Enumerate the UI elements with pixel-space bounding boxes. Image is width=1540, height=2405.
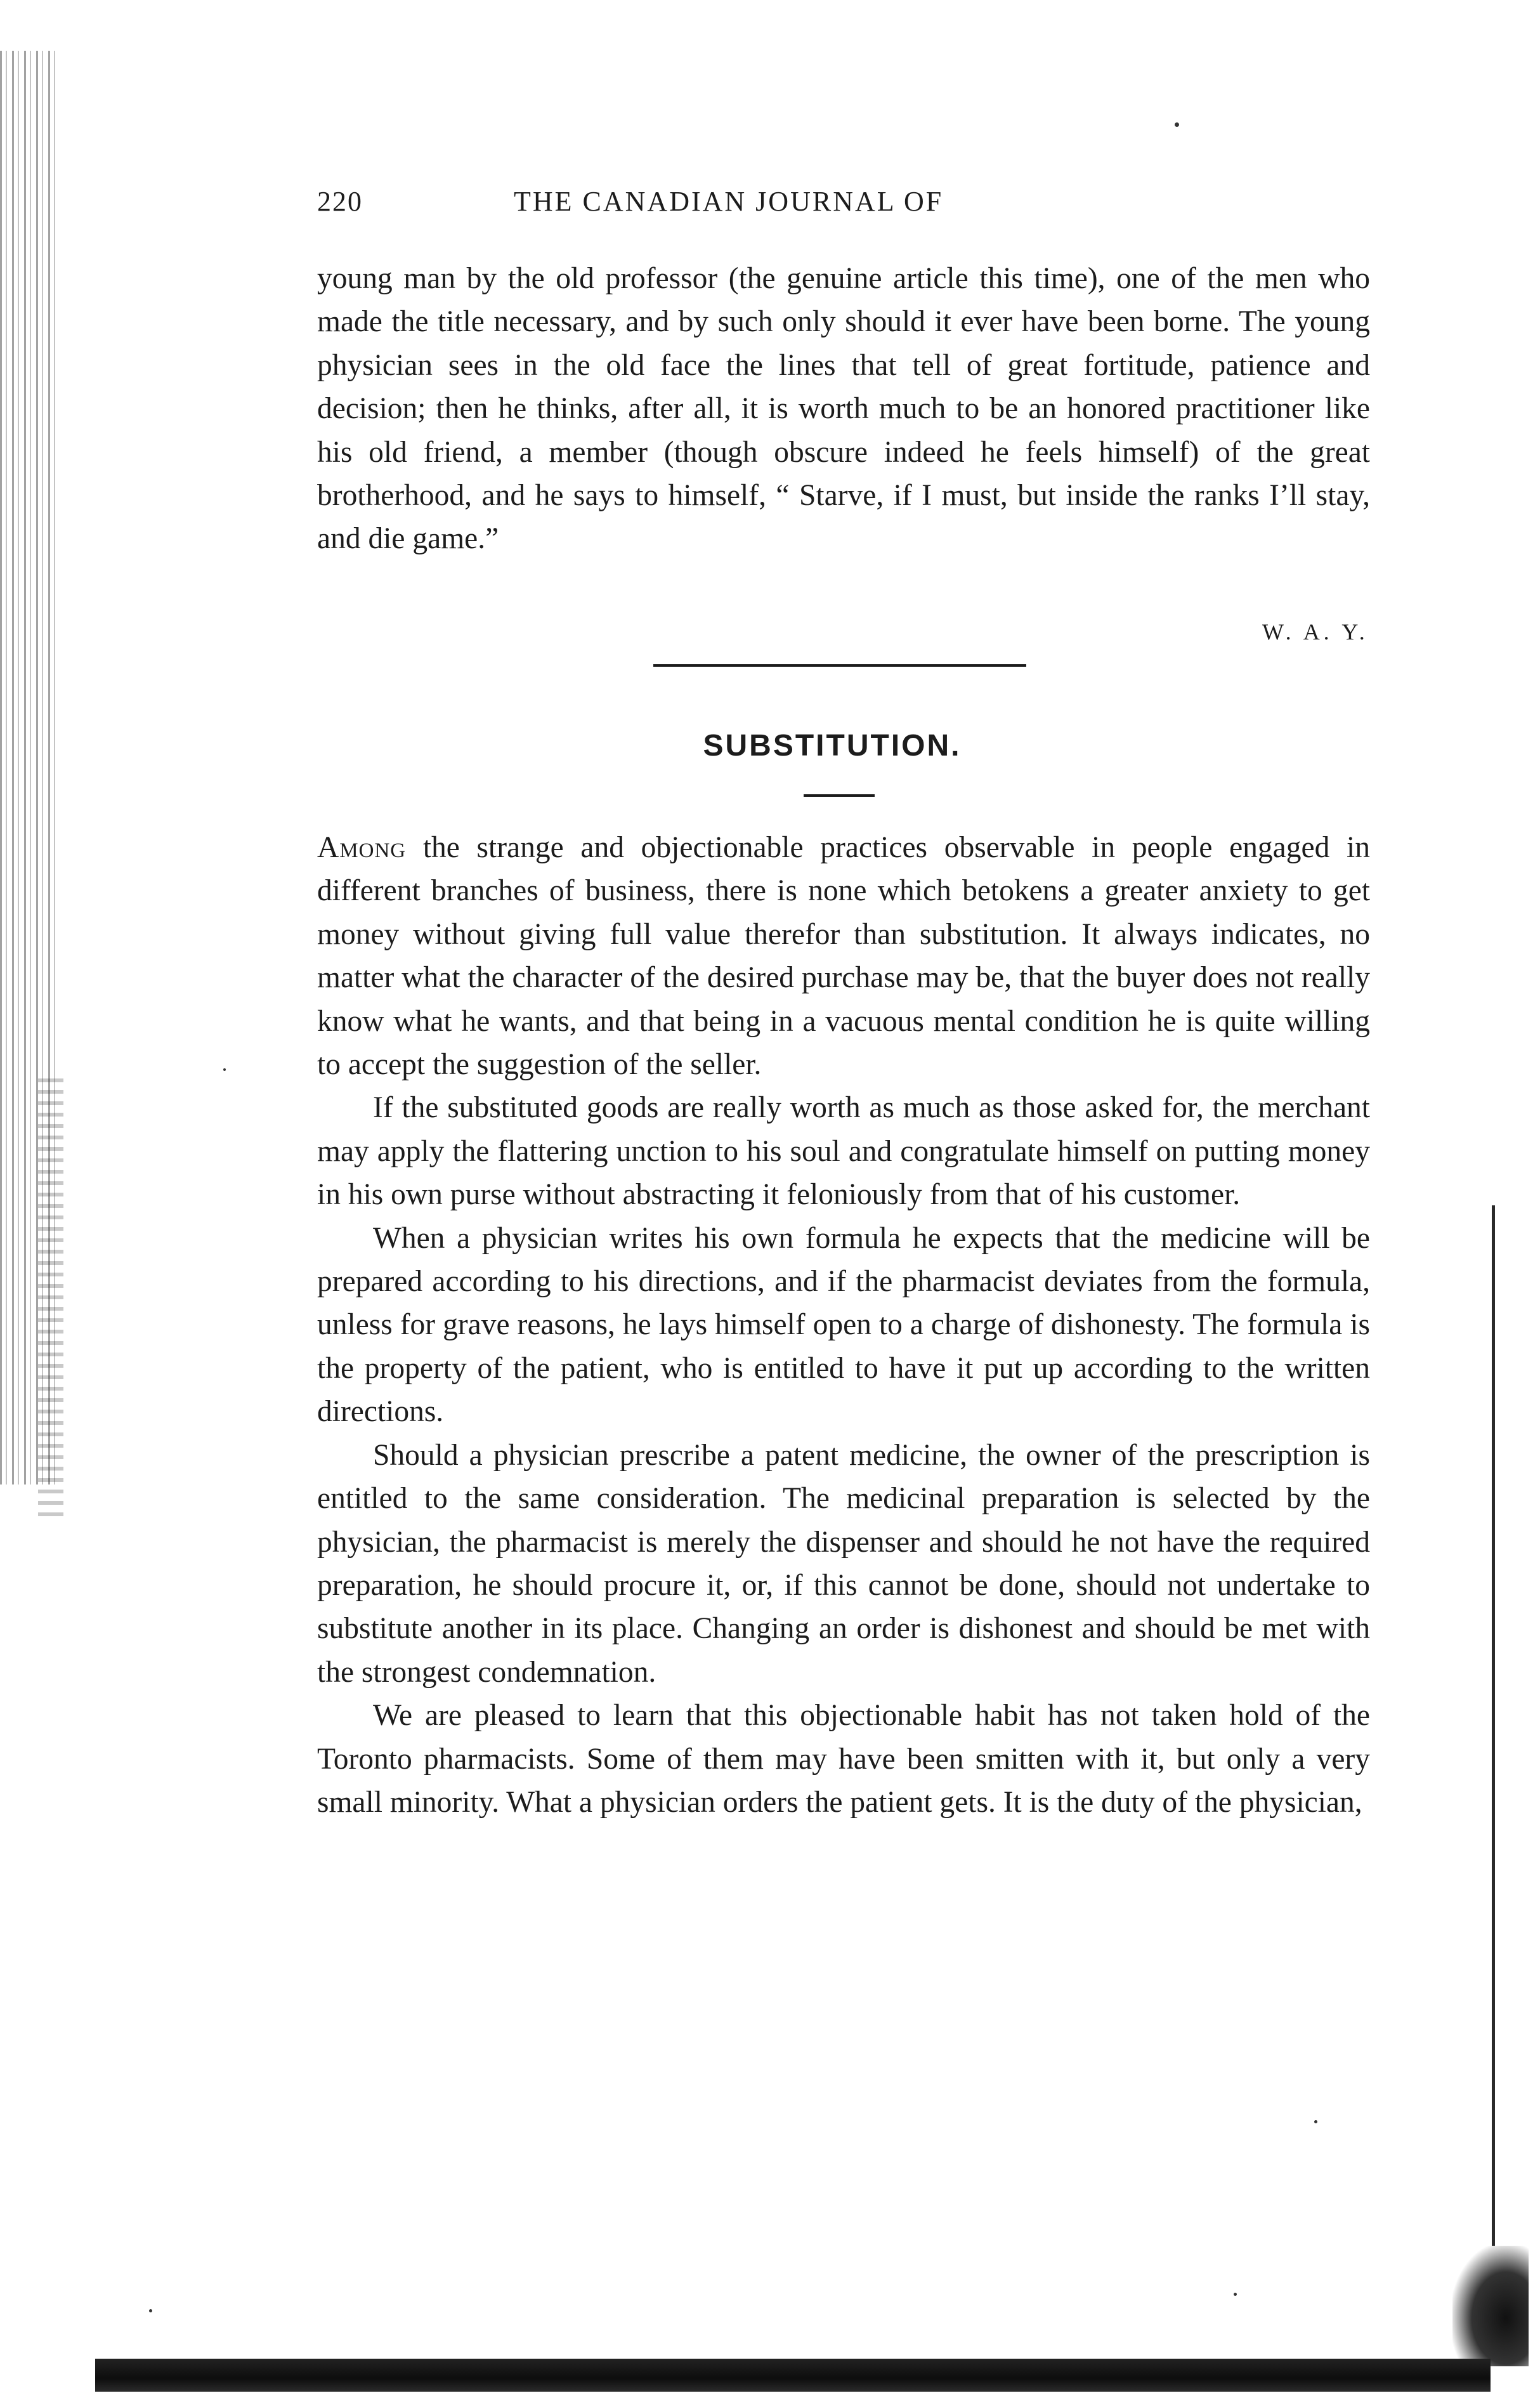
right-scan-edge xyxy=(1492,1205,1495,2246)
bottom-scan-bar xyxy=(95,2359,1491,2392)
page-number: 220 xyxy=(317,186,363,217)
article-paragraph: We are pleased to learn that this objectionable habit has not taken hold of the Toronto pharmacists. Some of them may have been smitten with it, but only a very small minority. What a physician orders the patient gets. It is the duty of the physician, xyxy=(317,1699,1370,1819)
intro-paragraph: young man by the old professor (the genuine article this time), one of the men who made the title necessary, and by such only should it ever have been borne. The young physician sees in the old face the lines that tell of great fortitude, patience and decision; then he thinks, after all, it is worth much to be an honored practitioner like his old friend, a member (though obscure indeed he feels himself) of the great brotherhood, and he says to himself, “ Starve, if I must, but inside the ranks I’ll stay, and die game.” xyxy=(317,262,1370,556)
lead-word: Among xyxy=(317,831,407,864)
stray-speck xyxy=(1175,122,1179,127)
author-signature: W. A. Y. xyxy=(1262,619,1369,645)
stray-speck xyxy=(1234,2293,1237,2296)
stray-speck xyxy=(149,2309,152,2312)
article-paragraph xyxy=(317,826,1370,1086)
page-header xyxy=(317,185,1389,223)
intro-text xyxy=(317,257,1370,561)
binding-edge-fade-artifact xyxy=(38,1078,63,1523)
article-paragraph: If the substituted goods are really worth as much as those asked for, the merchant may apply the flattering unction to his soul and congratulate himself on putting money in his own purse without abstracting it feloniously from that of his customer. xyxy=(317,1091,1370,1212)
stray-speck xyxy=(1314,2120,1317,2123)
article-paragraph: When a physician writes his own formula he expects that the medicine will be prepared according to his directions, and if the pharmacist deviates from the formula, unless for grave reasons, he lays himself open to a charge of dishonesty. The formula is the property of the patient, who is entitled to have it put up according to the written directions. xyxy=(317,1221,1370,1429)
section-divider-rule xyxy=(653,664,1026,667)
section-title-text: SUBSTITUTION. xyxy=(703,729,962,763)
running-head: THE CANADIAN JOURNAL OF xyxy=(514,186,944,217)
article-body xyxy=(317,826,1370,1824)
right-corner-smudge xyxy=(1452,2246,1529,2366)
title-underline-rule xyxy=(804,794,875,797)
article-paragraph: Should a physician prescribe a patent medicine, the owner of the prescription is entitled to the same consideration. The medicinal preparation is selected by the physician, the pharmacist is merely the dispenser and should he not have the required preparation, he should procure it, or, if this cannot be done, should not undertake to substitute another in its place. Changing an order is dishonest and should be met with the strongest condemnation. xyxy=(317,1438,1370,1689)
article-paragraph-text: the strange and objectionable practices observable in people engaged in different branches of business, there is none which betokens a greater anxiety to get money without giving full value therefor than substitution. It always indicates, no matter what the character of the desired purchase may be, that the buyer does not really know what he wants, and that being in a vacuous mental condition he is quite willing to accept the suggestion of the seller. xyxy=(317,831,1370,1082)
section-title xyxy=(0,728,1540,763)
stray-speck xyxy=(223,1068,226,1071)
